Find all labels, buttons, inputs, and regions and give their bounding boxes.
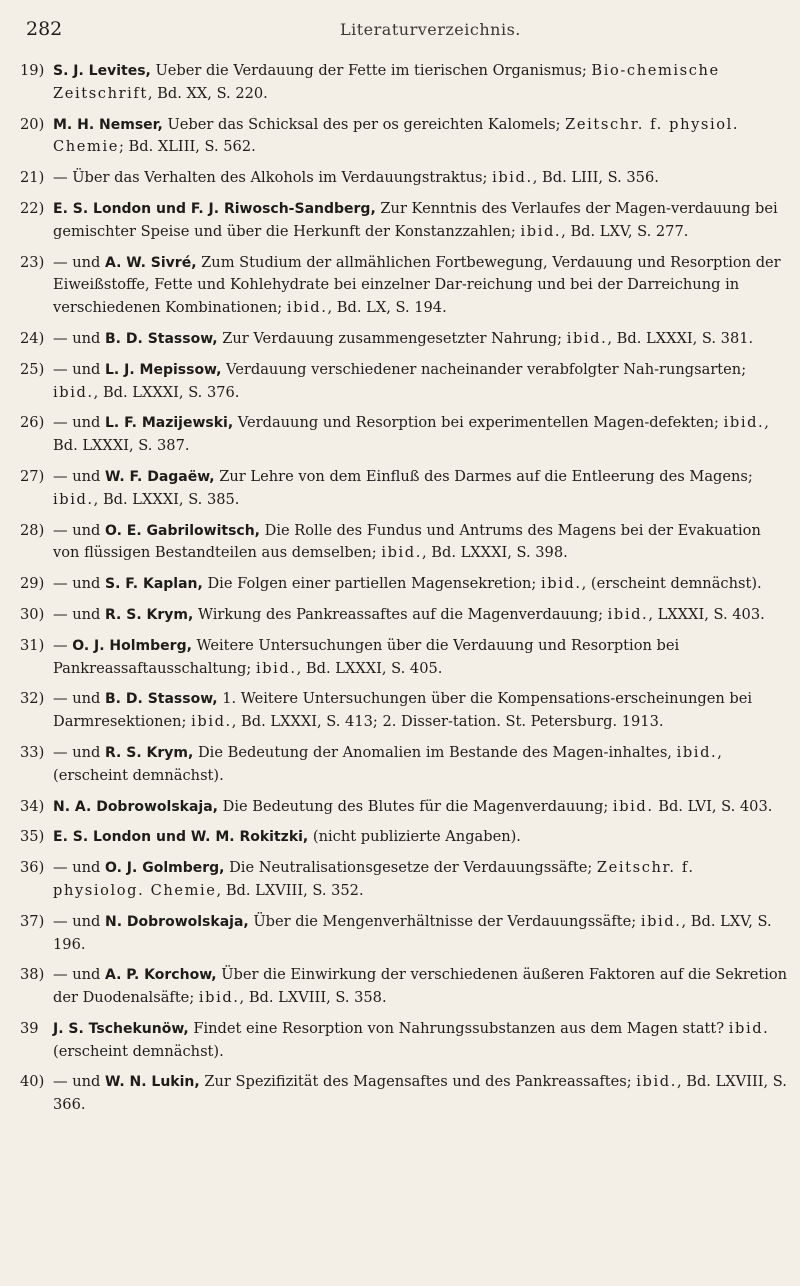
entry-title: Die Folgen einer partiellen Magensekretion; (202, 575, 541, 593)
entry-number: 21) (20, 169, 45, 187)
entry-number: 27) (20, 467, 45, 485)
entry-prefix: — und (53, 1073, 106, 1091)
entry-authors: W. N. Lukin, (105, 1074, 200, 1091)
entry-citation: , Bd. LXXXI, S. 413; 2. Disser-tation. St. Petersburg. 1913. (231, 713, 664, 731)
entry-number: 35) (20, 828, 45, 846)
entry-number: 34) (20, 797, 45, 815)
entry-citation: , Bd. LXXXI, S. 376. (93, 383, 240, 401)
entry-citation: , Bd. LX, S. 194. (327, 299, 447, 317)
bibliography-entry (20, 412, 790, 458)
entry-title: (nicht publizierte Angaben). (308, 828, 521, 846)
entry-prefix: — und (53, 912, 106, 930)
entry-journal: ibid. (492, 169, 533, 187)
entry-number: 24) (20, 329, 45, 347)
entry-title: Über das Verhalten des Alkohols im Verdauungstraktus; (72, 169, 493, 187)
entry-number: 25) (20, 360, 45, 378)
entry-authors: B. D. Stassow, (105, 330, 218, 347)
entry-title: Die Bedeutung des Blutes für die Magenverdauung; (218, 797, 613, 815)
entry-journal: ibid. (286, 299, 328, 317)
entry-prefix: — und (53, 521, 106, 539)
entry-title: 1. Weitere Untersuchungen über die Kompensations-erscheinungen bei Darmresektionen; (53, 690, 753, 731)
entry-title: Wirkung des Pankreassaftes auf die Magenverdauung; (193, 605, 608, 623)
entry-prefix: — (53, 169, 73, 187)
entry-title: Weitere Untersuchungen über die Verdauung und Resorption bei Pankreassaftausschaltung; (53, 636, 680, 677)
entry-journal: Zeitschr. f. physiol. Chemie (53, 115, 740, 156)
entry-title: Verdauung und Resorption bei experimentellen Magen-defekten; (233, 414, 724, 432)
bibliography-entry (20, 167, 790, 190)
entry-title: Die Rolle des Fundus und Antrums des Magens bei der Evakuation von flüssigen Bestandteilen aus demselben; (53, 521, 761, 562)
entry-title: Ueber die Verdauung der Fette im tierischen Organismus; (150, 62, 592, 79)
entry-journal: ibid. (636, 1073, 677, 1091)
entry-number: 36) (20, 859, 45, 877)
entry-number: 20) (20, 115, 45, 133)
entry-title: Über die Einwirkung der verschiedenen äußeren Faktoren auf die Sekretion der Duodenalsäfte; (53, 966, 788, 1007)
entry-title: Die Neutralisationsgesetze der Verdauungssäfte; (224, 859, 597, 877)
entry-citation: , Bd. LXXXI, S. 385. (93, 490, 240, 508)
entry-journal: ibid. (540, 575, 582, 593)
bibliography-entry (20, 573, 790, 596)
entry-authors: A. W. Sivré, (105, 254, 197, 271)
entry-number: 33) (20, 743, 45, 761)
entry-journal: Zeitschr. f. physiolog. Chemie (53, 859, 695, 899)
page-header (0, 18, 800, 46)
entry-prefix: — und (53, 859, 106, 877)
bibliography-entry (20, 1018, 790, 1064)
bibliography-entry (20, 826, 790, 849)
entry-number: 22) (20, 199, 45, 217)
entry-prefix: — und (53, 575, 106, 593)
entry-citation: , Bd. LXV, S. 196. (53, 912, 772, 953)
entry-number: 40) (20, 1073, 45, 1091)
entry-title: Zur Spezifizität des Magensaftes und des Pankreassaftes; (199, 1073, 637, 1091)
bibliography-entry (20, 796, 790, 819)
entry-number: 37) (20, 912, 45, 930)
entry-authors: S. J. Levites, (53, 63, 151, 79)
bibliography-entry (20, 198, 790, 244)
entry-citation: , Bd. XX, S. 220. (147, 84, 268, 102)
entry-citation: , Bd. LXVIII, S. 352. (216, 881, 364, 899)
entry-title: Zum Studium der allmählichen Fortbewegung, Verdauung und Resorption der Eiweißstoffe, Fette und Kohlehydrate bei einzelner Dar-reichung und bei der Darreichung in verschiedenen Kombinationen; (53, 253, 781, 317)
entry-number: 26) (20, 414, 45, 432)
entry-journal: ibid. (255, 659, 297, 677)
entry-prefix: — und (53, 605, 106, 623)
entry-number: 32) (20, 690, 45, 708)
entry-citation: Bd. LVI, S. 403. (653, 797, 773, 815)
entry-authors: M. H. Nemser, (53, 116, 163, 133)
entry-authors: R. S. Krym, (105, 744, 194, 761)
entry-citation: , Bd. LXVIII, S. 366. (53, 1073, 787, 1114)
entry-citation: , Bd. LXV, S. 277. (561, 222, 689, 240)
entry-title: Ueber das Schicksal des per os gereichten Kalomels; (162, 115, 566, 133)
entry-journal: ibid. (728, 1019, 770, 1037)
bibliography-entry (20, 252, 790, 320)
entry-citation: , Bd. LXVIII, S. 358. (239, 989, 387, 1007)
entry-journal: ibid. (640, 912, 682, 930)
entry-prefix: — und (53, 690, 106, 708)
entry-authors: A. P. Korchow, (105, 967, 217, 984)
entry-journal: ibid. (607, 605, 649, 623)
bibliography-entry (20, 466, 790, 512)
entry-prefix: — und (53, 743, 106, 761)
entry-number: 39 (20, 1019, 39, 1037)
entry-journal: ibid. (676, 743, 718, 761)
entry-citation: , Bd. LIII, S. 356. (532, 169, 659, 187)
entry-journal: ibid. (723, 414, 765, 432)
entry-citation: (erscheint demnächst). (53, 1042, 224, 1060)
entry-authors: J. S. Tschekunöw, (53, 1020, 189, 1037)
entry-authors: E. S. London und F. J. Riwosch-Sandberg, (53, 200, 376, 217)
entry-number: 38) (20, 966, 45, 984)
page-number: 282 (26, 18, 63, 40)
entry-authors: B. D. Stassow, (105, 691, 218, 708)
entry-journal: ibid. (53, 383, 94, 401)
bibliography-entry (20, 635, 790, 681)
entry-authors: O. J. Holmberg, (72, 637, 192, 654)
bibliography-entry (20, 328, 790, 351)
entry-title: Zur Verdauung zusammengesetzter Nahrung; (217, 329, 567, 347)
entry-journal: Bio-chemische Zeitschrift (53, 62, 720, 102)
entry-number: 28) (20, 521, 45, 539)
entry-number: 19) (20, 62, 45, 79)
entry-title: Verdauung verschiedener nacheinander verabfolgter Nah-rungsarten; (221, 360, 747, 378)
entry-prefix: — und (53, 253, 106, 271)
bibliography-entry (20, 604, 790, 627)
entry-authors: N. Dobrowolskaja, (105, 913, 249, 930)
bibliography-list (20, 60, 790, 1125)
entry-title: Findet eine Resorption von Nahrungssubstanzen aus dem Magen statt? (188, 1019, 729, 1037)
entry-prefix: — (53, 636, 73, 654)
entry-journal: ibid. (198, 989, 240, 1007)
entry-title: Zur Lehre von dem Einfluß des Darmes auf die Entleerung des Magens; (214, 467, 753, 485)
bibliography-entry (20, 60, 790, 106)
entry-journal: ibid. (53, 490, 94, 508)
entry-prefix: — und (53, 414, 106, 432)
entry-citation: , Bd. LXXXI, S. 405. (296, 659, 443, 677)
entry-number: 23) (20, 253, 45, 271)
bibliography-entry (20, 1071, 790, 1117)
entry-authors: W. F. Dagaëw, (105, 468, 215, 485)
entry-number: 29) (20, 575, 45, 593)
entry-authors: O. E. Gabrilowitsch, (105, 522, 260, 539)
running-title: Literaturverzeichnis. (340, 20, 521, 39)
entry-prefix: — und (53, 360, 106, 378)
entry-authors: R. S. Krym, (105, 606, 194, 623)
entry-journal: ibid. (612, 797, 654, 815)
entry-journal: ibid. (566, 329, 608, 347)
entry-authors: O. J. Golmberg, (105, 860, 225, 877)
entry-citation: , (erscheint demnächst). (53, 743, 722, 784)
entry-authors: L. J. Mepissow, (105, 361, 222, 378)
bibliography-entry (20, 742, 790, 788)
bibliography-entry (20, 964, 790, 1010)
entry-prefix: — und (53, 329, 106, 347)
entry-citation: , (erscheint demnächst). (581, 575, 762, 593)
bibliography-entry (20, 114, 790, 160)
entry-title: Die Bedeutung der Anomalien im Bestande des Magen-inhaltes, (193, 743, 677, 761)
entry-number: 31) (20, 636, 45, 654)
entry-prefix: — und (53, 966, 106, 984)
bibliography-entry (20, 520, 790, 566)
entry-citation: ; Bd. XLIII, S. 562. (118, 138, 256, 156)
entry-journal: ibid. (520, 222, 562, 240)
entry-number: 30) (20, 605, 45, 623)
bibliography-entry (20, 688, 790, 734)
entry-authors: N. A. Dobrowolskaja, (53, 798, 218, 815)
entry-title: Über die Mengenverhältnisse der Verdauungssäfte; (248, 912, 641, 930)
bibliography-entry (20, 857, 790, 903)
entry-authors: L. F. Mazijewski, (105, 415, 234, 432)
entry-prefix: — und (53, 467, 106, 485)
bibliography-entry (20, 359, 790, 405)
entry-journal: ibid. (191, 713, 232, 731)
entry-citation: , Bd. LXXXI, S. 398. (421, 544, 568, 562)
entry-citation: , Bd. LXXXI, S. 381. (607, 329, 754, 347)
entry-authors: E. S. London und W. M. Rokitzki, (53, 829, 309, 846)
entry-citation: , Bd. LXXXI, S. 387. (53, 414, 769, 455)
entry-journal: ibid. (381, 544, 422, 562)
bibliography-entry (20, 911, 790, 957)
entry-authors: S. F. Kaplan, (105, 576, 203, 593)
entry-citation: , LXXXI, S. 403. (648, 605, 765, 623)
entry-title: Zur Kenntnis des Verlaufes der Magen-verdauung bei gemischter Speise und über die Herkunft der Konstanzzahlen; (53, 199, 778, 240)
